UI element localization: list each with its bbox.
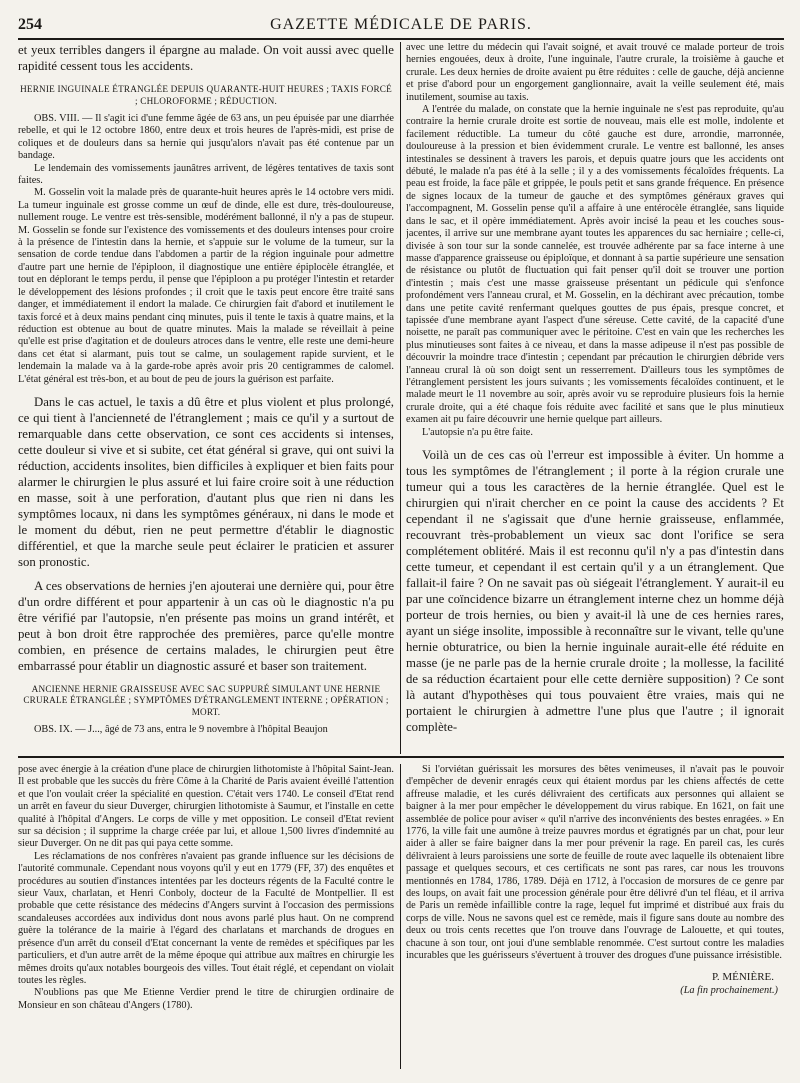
page-header — [18, 14, 784, 40]
intro-paragraph: et yeux terribles dangers il épargne au malade. On voit aussi avec quelle rapidité cessent tous les accidents. — [18, 43, 394, 73]
commentary-paragraph-1: Dans le cas actuel, le taxis a dû être et plus violent et plus prolongé, ce qui tient à l'ancienneté de l'étranglement ; mais ce qu'il y a surtout de remarquable dans cette observation, ce sont ces accidents si intenses, cette douleur si vive et si subite, cet état général si grave, qui ont suivi la réduction, accidents insolites, bien difficiles à expliquer et bien faits pour alarmer le chirurgien le plus assuré et lui faire croire soit à une réduction en masse, soit à une perforation, d'autant plus que rien ni dans les symptômes locaux, ni dans les symptômes généraux, ni dans le mode et le moment du début, rien ne peut permettre d'établir le diagnostic différentiel, et que la marche seule peut éclairer le praticien et assurer son pronostic. — [18, 394, 394, 569]
upper-left-column — [18, 42, 394, 754]
feuilleton-paragraph-4: Si l'orviétan guérissait les morsures des bêtes venimeuses, il n'avait pas le pouvoir d'empêcher de devenir enragés ceux qui étaient mordus par les chiens affectés de cette affreuse maladie, et les curés délivraient des certificats aux personnes qui allaient se baigner à la mer pour empêcher le développement du virus rabique. En 1621, on fait une assemblée de police pour aviser « qu'il n'arrive des inconvénients des bestes enragées. » En 1776, la ville fait une aumône à treize pauvres mordus et égratignés par un chat, pour leur aider à aller se faire baigner dans la mer pour prévenir la rage. En pareil cas, les curés délivraient à leurs paroissiens une sorte de feuille de route avec laquelle ils obtenaient libre passage et quelques secours, et ces certificats ne sont pas rares, car nous les trouvons mentionnés en 1784, 1786, 1789. Déjà en 1712, à l'occasion de morsures de ce genre par des loups, on avait fait une procession générale pour être délivré d'un tel fléau, et il arriva de Paris un remède infaillible contre la rage, lequel fut imprimé et distribué aux frais du corps de ville. Nous ne savons quel est ce remède, mais il figure sans doute au nombre des deux ou trois cents recettes que l'on trouve dans l'ouvrage de Lalouette, et qui toutes, chacune à son tour, ont joui d'une semblable renommée. C'est surtout contre les maladies incurables que les guérisseurs s'évertuent à trouver des drogues d'une puissance irrésistible. — [406, 764, 784, 962]
newspaper-page — [18, 14, 784, 1074]
feuilleton-paragraph-2: Les réclamations de nos confrères n'avaient pas grande influence sur les décisions de l'autorité communale. Cependant nous voyons qu'il y eut en 1779 (FF, 37) des enquêtes et procédures au soutien d'instances intentées par les docteurs régents de la Faculté contre le sieur Vaux, charlatan, et Henri Conboly, docteur de la Faculté de Montpellier. Il est probable que cette résistance des médecins d'Angers survint à l'occasion des permissions scandaleuses accordées aux individus dont nous avons parlé plus haut. On ne comprend guère la tolérance de la mairie à l'égard des charlatans et marchands de drogues en présence d'un arrêt du conseil d'Etat concernant la vente de remèdes et spécifiques par les particuliers, et d'un autre arrêt de la même époque qui attribue aux maîtres en chirurgie les mêmes droits qu'aux notables bourgeois des villes. Tout était réglé, et cependant on violait toutes les règles. — [18, 850, 394, 986]
page-number: 254 — [18, 16, 42, 33]
observation-9-start: OBS. IX. — J..., âgé de 73 ans, entra le 9 novembre à l'hôpital Beaujon — [34, 724, 328, 736]
feuilleton-section — [18, 764, 784, 1074]
column-divider — [400, 42, 401, 754]
autopsy-note: L'autopsie n'a pu être faite. — [422, 426, 533, 438]
section-heading-obs8: HERNIE INGUINALE ÉTRANGLÉE DEPUIS QUARANTE-HUIT HEURES ; TAXIS FORCÉ ; CHLOROFORME ; RÉDUCTION. — [20, 84, 392, 106]
author-signature: P. MÉNIÈRE. — [711, 970, 774, 983]
observation-8-b: Le lendemain des vomissements jaunâtres arrivent, de légères tentatives de taxis sont faites. — [18, 162, 394, 187]
journal-title: GAZETTE MÉDICALE DE PARIS. — [270, 16, 532, 33]
commentary-paragraph-3: Voilà un de ces cas où l'erreur est impossible à éviter. Un homme a tous les symptômes de l'étranglement ; il porte à la région crurale une tumeur qui a tous les caractères de la hernie étranglée. Quel est le chirurgien qui n'irait chercher en ce point la cause des accidents ? Et cependant il ne s'agissait que d'une hernie graisseuse, enflammée, recouvrant très-probablement un vieux sac dont l'orifice se sera complétement oblitéré. Mais il est reconnu qu'il n'y a pas d'intestin dans cette tumeur, et cependant il est certain qu'il y a un étranglement. Que fallait-il faire ? On ne savait pas où siégeait l'étranglement. Y aurait-il eu par une coïncidence bizarre un étranglement interne chez un homme déjà porteur de trois hernies, ou bien y avait-il là une de ces hernies rares, ayant un siége insolite, impossible à reconnaître sur le vivant, telle qu'une hernie obturatrice, ou bien la hernie inguinale aurait-elle été réduite en masse (je ne parle pas de la hernie crurale droite ; la mollesse, la facilité de sa réduction écartaient pour elle cette dernière supposition) ? Ce sont là autant d'hypothèses qui tous pouvaient être vraies, mais qui ne portaient le chirurgien à admettre l'une plus que l'autre ; il ignorait complète- — [406, 448, 784, 734]
commentary-paragraph-2: A ces observations de hernies j'en ajouterai une dernière qui, pour être d'un ordre différent et pour appartenir à un cas où le diagnostic n'a pu être vérifié par l'autopsie, n'en présente pas moins un grand intérêt, et peut à bon droit être rapprochée des premières, parce qu'elle montre combien, en présence de certains malades, le chirurgien peut être embarrassé pour établir un diagnostic assuré et baser son traitement. — [18, 578, 394, 673]
observation-8: OBS. VIII. — Il s'agit ici d'une femme âgée de 63 ans, un peu épuisée par une diarrhée rebelle, et qui le 12 octobre 1860, entre deux et trois heures de l'après-midi, est prise de coliques et de douleurs dans sa hernie qui jusqu'alors n'avait pas été contenue par un bandage. — [18, 113, 394, 162]
observation-8-c: M. Gosselin voit la malade près de quarante-huit heures après le 14 octobre vers midi. La tumeur inguinale est grosse comme un œuf de dinde, elle est dure, très-douloureuse, nullement rouge. Le ventre est très-sensible, modérément ballonné, il n'y a pas de stupeur. M. Gosselin se fonde sur l'existence des vomissements et des douleurs intenses pour croire à la présence de l'intestin dans la hernie, et s'appuie sur le volume de la tumeur, sur la sensation de corde tendue dans l'abdomen a partir de la région inguinale pour admettre d'autre part une hernie de l'épiploon, il diagnostique une entière épiplocèle étranglée, et tout en déplorant le temps perdu, il pense que l'épiploon a pu protéger l'intestin et retarder le développement des lésions profondes ; il croit que le taxis peut encore être traité sans danger, et immédiatement il endort la malade. Ce chirurgien fait d'abord et inutilement le taxis forcé et à deux mains pendant cinq minutes, puis il tente le taxis à quatre mains, et la réduction est obtenue au bout de quatre minutes. Mais la malade se réveillait à peine qu'elle est prise d'agitation et de douleurs atroces dans le ventre, elle reste une demi-heure dans cet état si alarmant, puis tout se calme, un soulagement rapide survient, et le lendemain la malade va à la garde-robe après avoir pris 20 centigrammes de calomel. L'état général est très-bon, et au bout de peu de jours la guérison est parfaite. — [18, 187, 394, 385]
lower-left-column — [18, 764, 394, 1074]
lower-right-column — [406, 764, 784, 1074]
observation-9-entry: A l'entrée du malade, on constate que la hernie inguinale ne s'est pas reproduite, qu'au contraire la hernie crurale droite est sortie de nouveau, mais elle est molle, indolente et facilement réductible. La tumeur du côté gauche est dure, arrondie, marronnée, douloureuse à la pression et bien évidemment crurale. Le ventre est ballonné, les anses intestinales se dessinent à travers les parois, et depuis quatre jours que les accidents ont débuté, le malade n'a pas été à la selle ; il y a des vomissements fécaloïdes fréquents. La peau est froide, la face pâle et grippée, le pouls petit et sans grande fréquence. En présence de signes locaux de la tumeur de gauche et des symptômes généraux graves qui l'accompagnent, M. Gosselin pense qu'il a affaire à une entérocèle étranglée, sans liquide dans le sac, et il opère immédiatement. Après avoir incisé la peau et les couches sous-jacentes, il arrive sur une membrane ayant toutes les apparences du sac herniaire ; celle-ci, divisée à son tour sur la sonde cannelée, est trouvée adhérente par sa face interne à une masse d'apparence graisseuse ou épiploïque, et donnant à sa partie supérieure une sensation de résistance ou plutôt de fluctuation qui fait penser qu'il doit se trouver une portion d'intestin ; mais c'est une masse graisseuse présentant un pédicule qui s'enfonce profondément vers l'anneau crural, et M. Gosselin, en la déchirant avec précaution, tombe dans une petite cavité renfermant quelques gouttes de pus épais, presque concret, et tapissée d'une membrane ayant l'aspect d'une séreuse. Cette cavité, de la capacité d'une noisette, ne paraît pas communiquer avec le péritoine. C'est en vain que les recherches les plus minutieuses sont faites à ce niveau, et dans la masse adipeuse il n'est pas possible de découvrir la moindre trace d'intestin ; cependant par précaution le chirurgien débride vers l'anneau crural là où son doigt sent un resserrement. D'ailleurs tous les symptômes de l'étranglement persistent les jours suivants ; les vomissements fécaloïdes continuent, et le malade meurt le 11 novembre au soir, après avoir vu se reproduire plusieurs fois la hernie crurale droite, qui a été chaque fois réduite avec facilité et sans que le plus minutieux examen ait pu faire découvrir une hernie quelque part ailleurs. — [406, 104, 784, 426]
observation-9-continued: avec une lettre du médecin qui l'avait soigné, et avait trouvé ce malade porteur de trois hernies engouées, deux à droite, l'une inguinale, l'autre crurale, la troisième à gauche et crurale. Les deux hernies de droite avaient pu être réduites : celle de gauche, déjà ancienne et prise d'abord pour un engorgement ganglionnaire, avait la veille seulement été, mais inutilement, soumise au taxis. — [406, 42, 784, 103]
feuilleton-paragraph-1: pose avec énergie à la création d'une place de chirurgien lithotomiste à l'hôpital Saint-Jean. Il est probable que les succès du frère Côme à la Charité de Paris avaient éveillé l'attention et que l'on voulait créer la spécialité en question. C'était vers 1740. Le conseil d'Etat rend un arrêt en faveur du sieur Duverger, chirurgien lithotomiste à Saumur, et l'installe en cette qualité à l'hôpital d'Angers. Le corps de ville y met opposition. Le conseil d'Etat revient sur sa décision ; il supprime la charge créée par lui, et alloue 1,500 livres d'indemnité au sieur Duverger. On ne dit pas qui paya cette somme. — [18, 764, 394, 850]
section-divider — [18, 756, 784, 758]
continuation-note: (La fin prochainement.) — [680, 984, 778, 996]
feuilleton-column-divider — [400, 764, 401, 1069]
upper-section — [18, 42, 784, 754]
section-heading-obs9: ANCIENNE HERNIE GRAISSEUSE AVEC SAC SUPPURÉ SIMULANT UNE HERNIE CRURALE ÉTRANGLÉE ; SYMPTÔMES D'ÉTRANGLEMENT INTERNE ; OPÉRATION ; MORT. — [23, 683, 389, 717]
upper-right-column — [406, 42, 784, 754]
feuilleton-paragraph-3: N'oublions pas que Me Etienne Verdier prend le titre de chirurgien ordinaire de Monsieur en son château d'Angers (1780). — [18, 987, 394, 1011]
